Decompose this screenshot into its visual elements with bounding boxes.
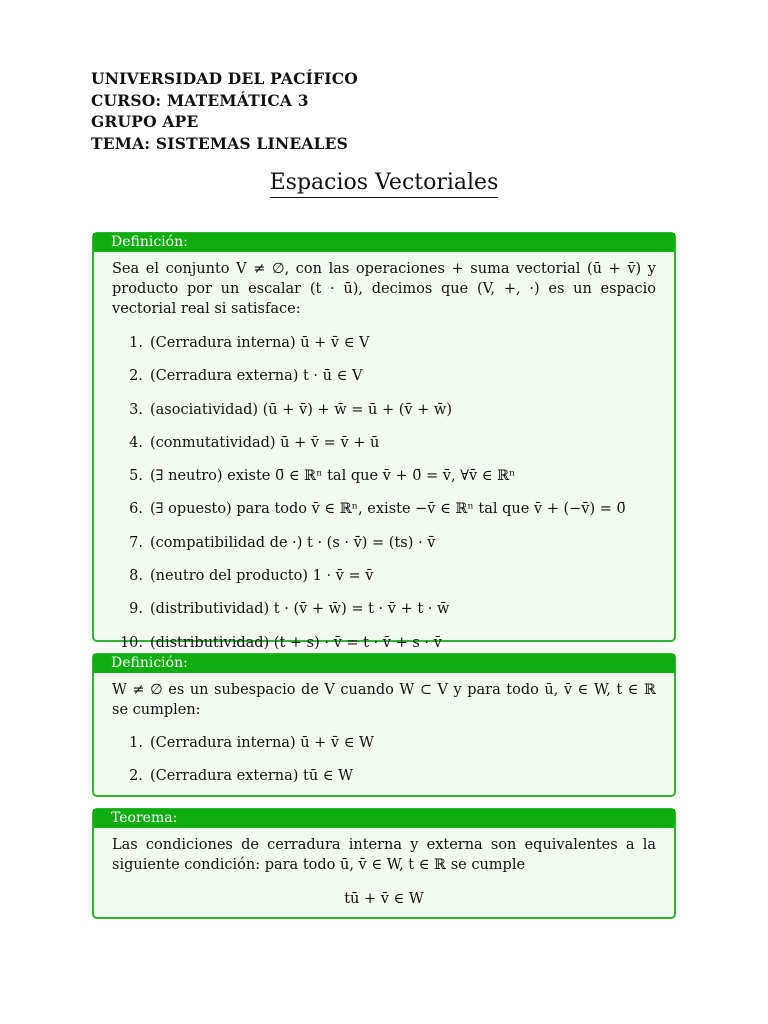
condition-text: (Cerradura interna) ū + v̄ ∈ W — [150, 735, 374, 751]
axiom-text: (distributividad) t · (v̄ + w̄) = t · v̄ + t · w̄ — [150, 601, 450, 618]
axiom-number: 7. — [129, 534, 143, 551]
axiom-item — [112, 633, 656, 653]
axiom-number: 3. — [129, 401, 143, 418]
axiom-item — [112, 366, 656, 386]
theorem-box — [92, 808, 676, 919]
definition-intro: W ≠ ∅ es un subespacio de V cuando W ⊂ V y para todo ū, v̄ ∈ W, t ∈ ℝ se cumplen: — [112, 682, 656, 718]
definition-box-vector-space — [92, 232, 676, 651]
axiom-item — [112, 599, 656, 619]
definition-intro: Sea el conjunto V ≠ ∅, con las operaciones + suma vectorial (ū + v̄) y producto por un escalar (t · ū), decimos que (V, +, ·) es un espacio vectorial real si satisface: — [112, 261, 656, 317]
theorem-body — [94, 828, 674, 909]
axiom-number: 5. — [129, 468, 143, 485]
axiom-text: (Cerradura interna) ū + v̄ ∈ V — [150, 335, 370, 351]
axiom-text: (asociatividad) (ū + v̄) + w̄ = ū + (v̄ + w̄) — [150, 401, 452, 418]
axiom-text: (∃ opuesto) para todo v̄ ∈ ℝⁿ, existe −v̄ ∈ ℝⁿ tal que v̄ + (−v̄) = 0̄ — [150, 501, 626, 518]
axiom-item — [112, 433, 656, 453]
axiom-item — [112, 499, 656, 519]
axiom-number: 2. — [129, 368, 143, 385]
condition-item — [112, 766, 656, 786]
axiom-item — [112, 566, 656, 586]
axiom-text: (Cerradura externa) t · ū ∈ V — [150, 368, 363, 385]
header-topic: TEMA: SISTEMAS LINEALES — [91, 133, 349, 153]
definition-body — [94, 673, 674, 786]
axiom-number: 10. — [119, 634, 143, 651]
header-course: CURSO: MATEMÁTICA 3 — [91, 90, 309, 110]
axiom-text: (∃ neutro) existe 0̄ ∈ ℝⁿ tal que v̄ + 0̄ = v̄, ∀v̄ ∈ ℝⁿ — [150, 468, 516, 485]
subspace-condition-list — [112, 733, 656, 786]
theorem-text: Las condiciones de cerradura interna y externa son equivalentes a la siguiente condición: para todo ū, v̄ ∈ W, t ∈ ℝ se cumple — [112, 837, 656, 873]
condition-item — [112, 733, 656, 753]
axiom-text: (conmutatividad) ū + v̄ = v̄ + ū — [150, 434, 380, 451]
definition-heading: Definición: — [93, 233, 675, 252]
page-title: Espacios Vectoriales — [270, 170, 499, 198]
header-university: UNIVERSIDAD DEL PACÍFICO — [91, 69, 358, 88]
axiom-number: 9. — [129, 601, 143, 618]
header-group: GRUPO APE — [91, 112, 199, 131]
condition-text: (Cerradura externa) tū ∈ W — [150, 768, 354, 784]
axiom-list — [112, 333, 656, 653]
axiom-number: 4. — [129, 434, 143, 451]
theorem-formula: tū + v̄ ∈ W — [344, 891, 424, 907]
axiom-text: (compatibilidad de ·) t · (s · v̄) = (ts) · v̄ — [150, 534, 436, 551]
axiom-number: 1. — [129, 335, 143, 351]
condition-number: 1. — [129, 735, 143, 751]
axiom-number: 6. — [129, 501, 143, 518]
axiom-item — [112, 466, 656, 486]
page-title-wrap — [0, 170, 768, 195]
definition-box-subspace — [92, 653, 676, 797]
definition-body — [94, 252, 674, 653]
condition-number: 2. — [129, 768, 143, 784]
document-header — [91, 68, 358, 154]
axiom-text: (distributividad) (t + s) · v̄ = t · v̄ + s · v̄ — [150, 634, 442, 651]
axiom-item — [112, 400, 656, 420]
theorem-heading: Teorema: — [93, 809, 675, 828]
definition-heading: Definición: — [93, 654, 675, 673]
axiom-item — [112, 333, 656, 353]
axiom-item — [112, 533, 656, 553]
axiom-text: (neutro del producto) 1 · v̄ = v̄ — [150, 568, 374, 585]
axiom-number: 8. — [129, 568, 143, 585]
